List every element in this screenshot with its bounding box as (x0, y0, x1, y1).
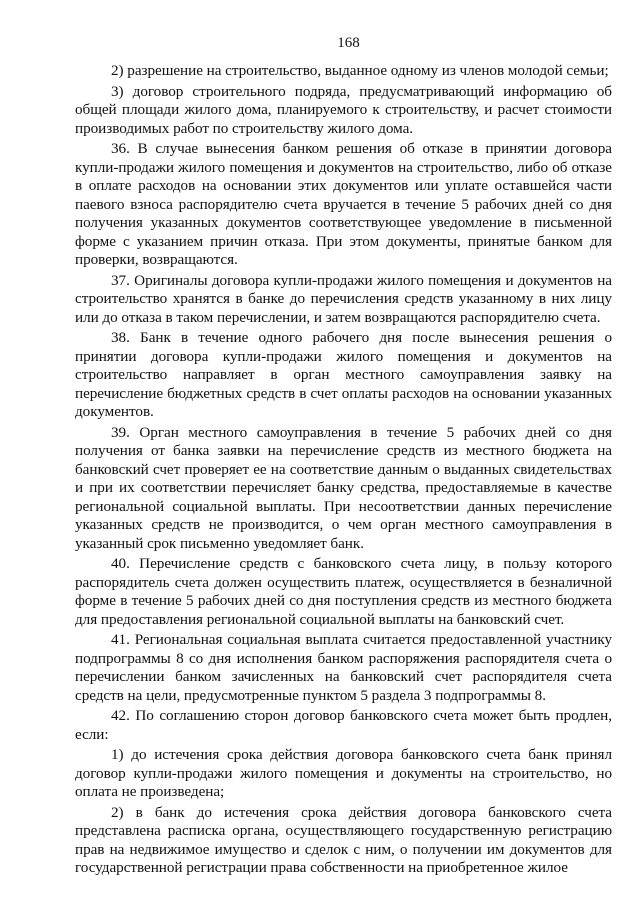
paragraph-39: 39. Орган местного самоуправления в течение 5 рабочих дней со дня получения от банка заявки на перечисление средств из местного бюджета на банковский счет проверяет ее на соответствие данным о выданных свидетельствах и при их соответствии перечисляет банку средства, предоставляемые в качестве региональной социальной выплаты. При несоответствии данных перечисление указанных средств не производится, о чем орган местного самоуправления в указанный срок письменно уведомляет банк. (75, 423, 612, 552)
paragraph-42: 42. По соглашению сторон договор банковского счета может быть продлен, если: (75, 707, 612, 743)
paragraph-42-item-1: 1) до истечения срока действия договора банковского счета банк принял договор купли-продажи жилого помещения и документы на строительство, но оплата не произведена; (75, 746, 612, 800)
paragraph-40: 40. Перечисление средств с банковского счета лицу, в пользу которого распорядитель счета должен осуществить платеж, осуществляется в безналичной форме в течение 5 рабочих дней со дня поступления средств из местного бюджета для предоставления региональной социальной выплаты на банковский счет. (75, 555, 612, 628)
paragraph-36: 36. В случае вынесения банком решения об отказе в принятии договора купли-продажи жилого помещения и документов на строительство, либо об отказе в оплате расходов на основании этих документов или уплате оставшейся части паевого взноса распорядителю счета вручается в течение 5 рабочих дней со дня получения указанных документов соответствующее уведомление в письменной форме с указанием причин отказа. При этом документы, принятые банком для проверки, возвращаются. (75, 140, 612, 268)
paragraph-41: 41. Региональная социальная выплата считается предоставленной участнику подпрограммы 8 со дня исполнения банком распоряжения распорядителя счета о перечислении банком зачисленных на банковский счет распорядителя счета средств на цели, предусмотренные пунктом 5 раздела 3 подпрограммы 8. (75, 631, 612, 704)
paragraph-37: 37. Оригиналы договора купли-продажи жилого помещения и документов на строительство хранятся в банке до перечисления средств указанному в них лицу или до отказа в таком перечислении, и затем возвращаются распорядителю счета. (75, 271, 612, 326)
paragraph-42-item-2: 2) в банк до истечения срока действия договора банковского счета представлена расписка органа, осуществляющего государственную регистрацию прав на недвижимое имущество и сделок с ним, о получении им документов для государственной регистрации права собственности на приобретенное жилое (75, 803, 612, 876)
page-number: 168 (337, 35, 360, 51)
paragraph-38: 38. Банк в течение одного рабочего дня после вынесения решения о принятии договора купли-продажи жилого помещения и документов на строительство направляет в орган местного самоуправления заявку на перечисление бюджетных средств в счет оплаты расходов на основании указанных документов. (75, 329, 612, 420)
paragraph-item-3-contract: 3) договор строительного подряда, предусматривающий информацию об общей площади жилого дома, планируемого к строительству, и расчет стоимости производимых работ по строительству жилого дома. (75, 82, 612, 137)
paragraph-item-2-permit: 2) разрешение на строительство, выданное одному из членов молодой семьи; (111, 62, 609, 79)
